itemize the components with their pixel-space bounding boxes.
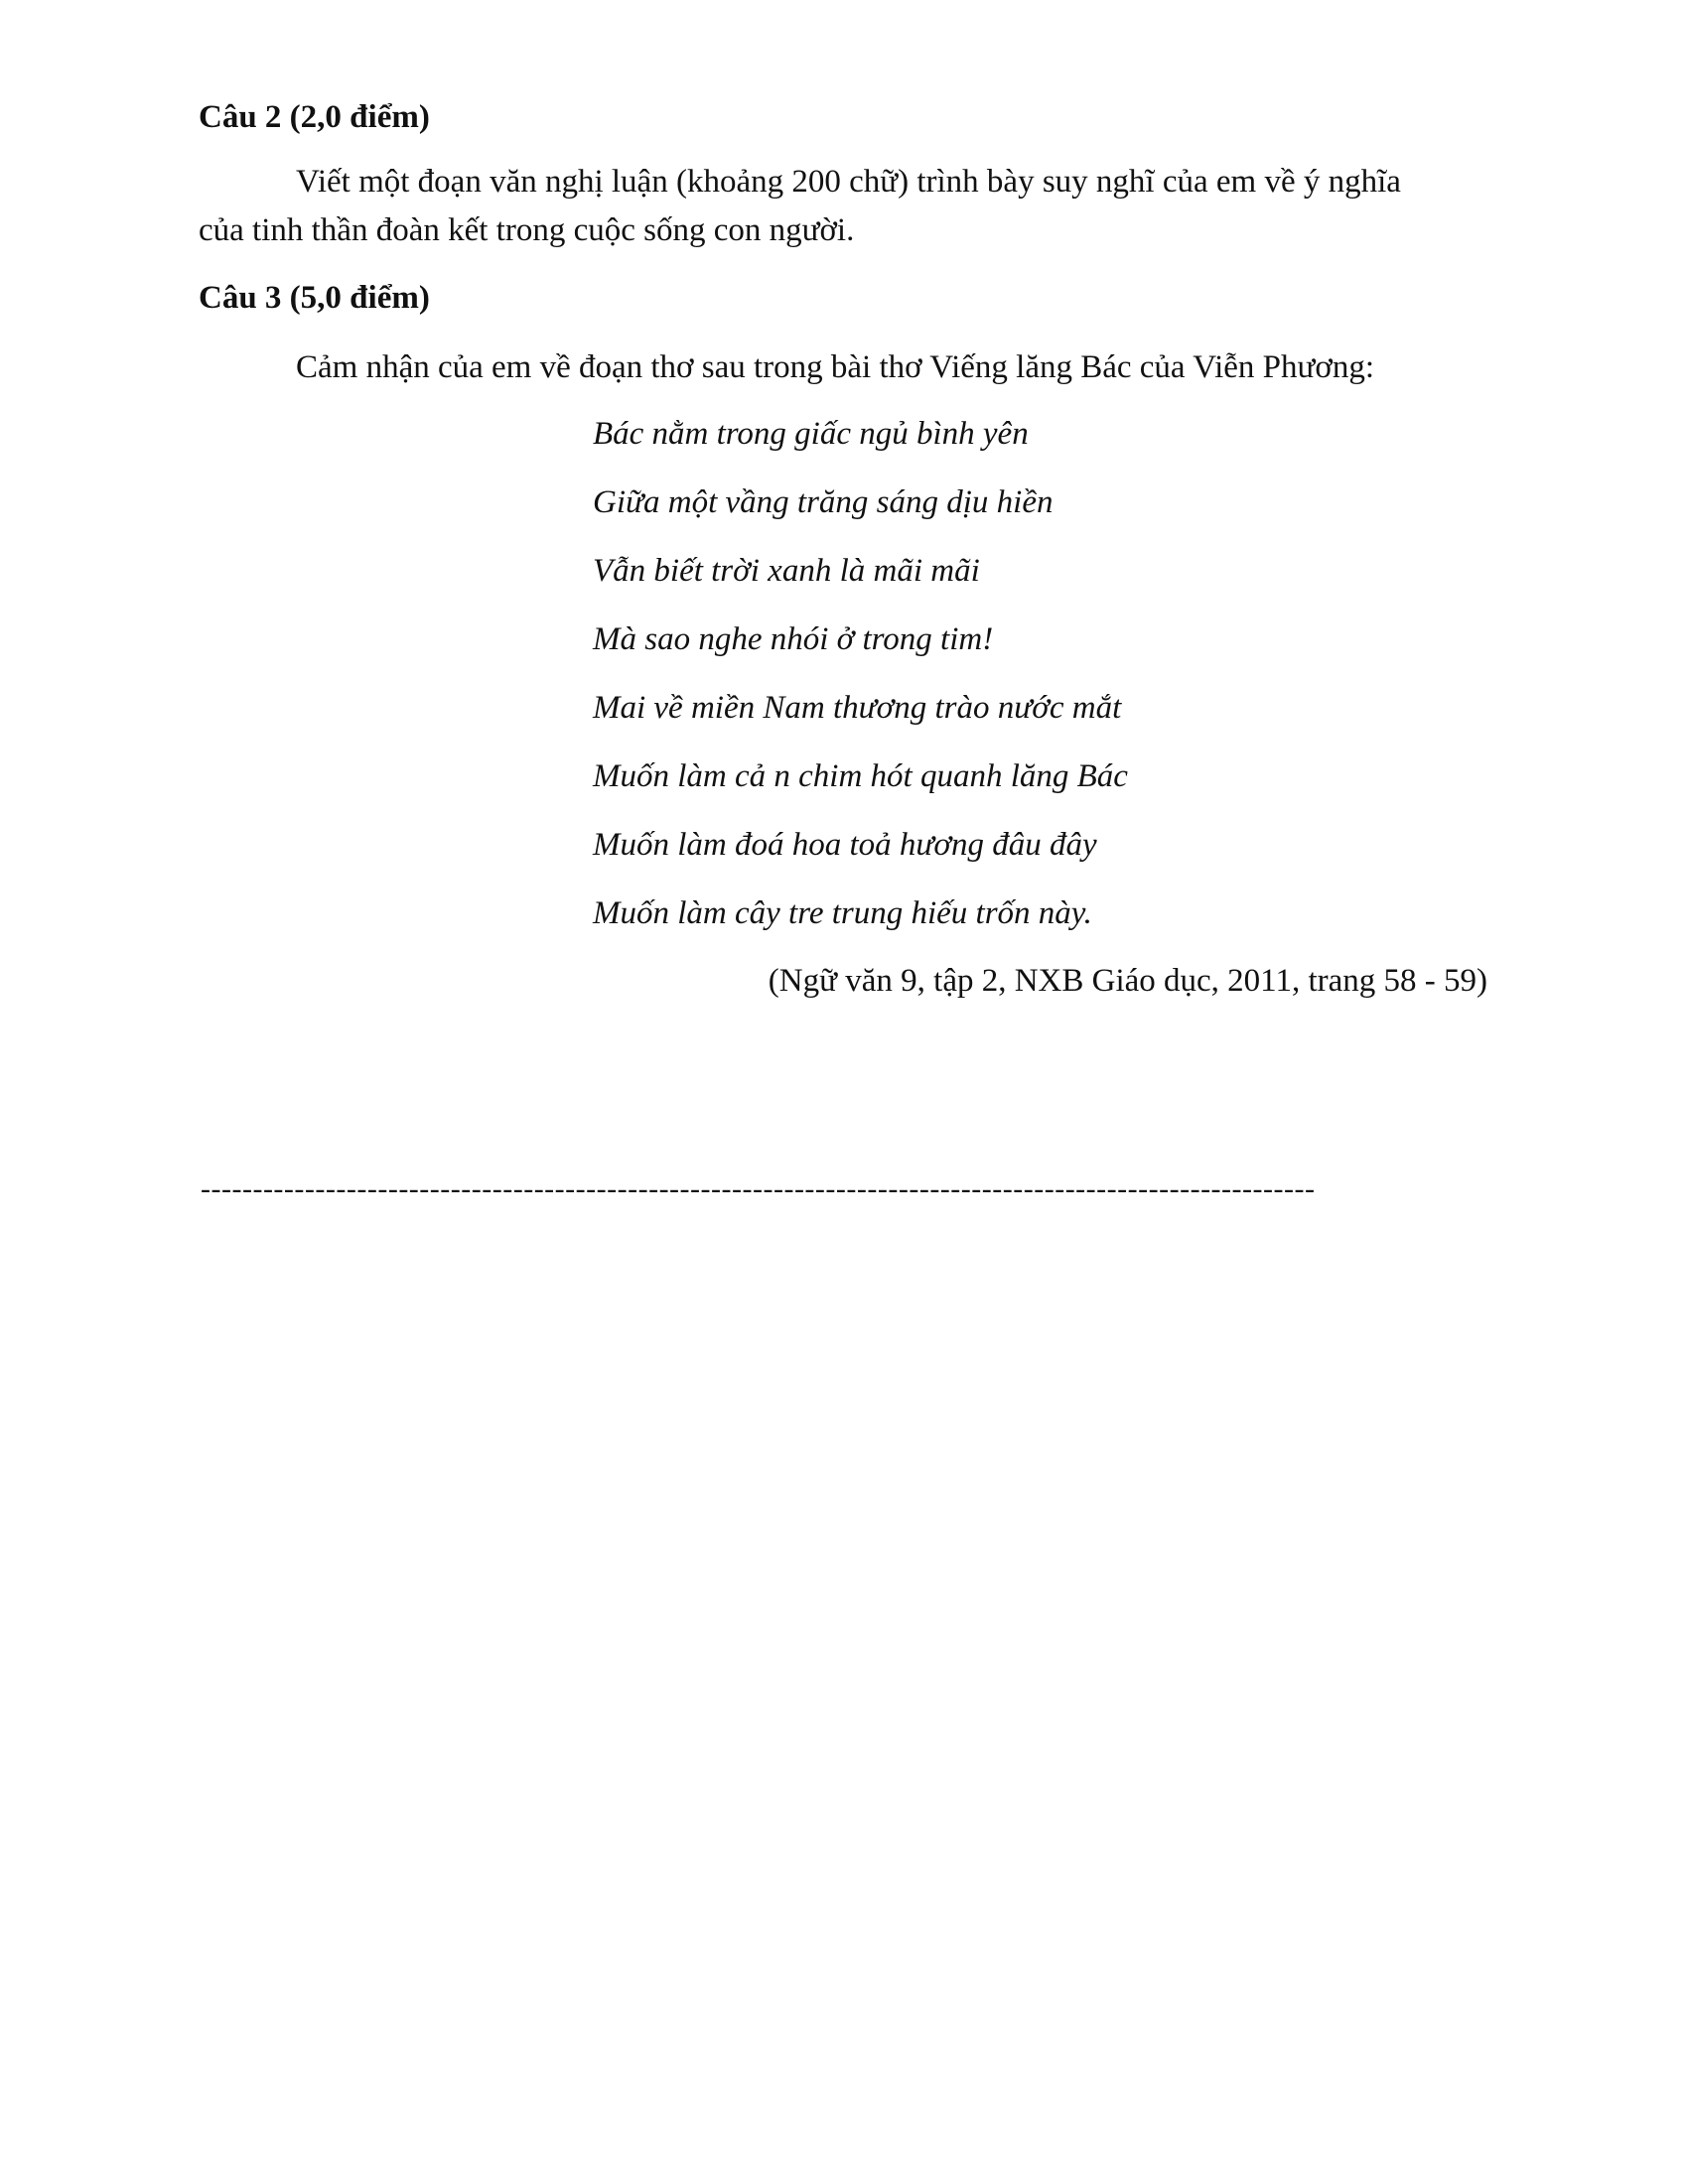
poem-line: Muốn làm đoá hoa toả hương đâu đây bbox=[593, 827, 1097, 863]
question-3-prompt: Cảm nhận của em về đoạn thơ sau trong bài thơ Viếng lăng Bác của Viễn Phương: bbox=[296, 349, 1374, 385]
poem-line: Mà sao nghe nhói ở trong tim! bbox=[593, 621, 994, 657]
poem-line: Giữa một vầng trăng sáng dịu hiền bbox=[593, 484, 1054, 520]
question-2-text-line-1: Viết một đoạn văn nghị luận (khoảng 200 chữ) trình bày suy nghĩ của em về ý nghĩa bbox=[296, 164, 1401, 200]
question-2-heading: Câu 2 (2,0 điểm) bbox=[199, 99, 430, 135]
poem-source-citation: (Ngữ văn 9, tập 2, NXB Giáo dục, 2011, trang 58 - 59) bbox=[768, 963, 1487, 999]
poem-line: Bác nằm trong giấc ngủ bình yên bbox=[593, 416, 1029, 452]
end-divider: ----------------------------------------------------------------------------------------------------------- bbox=[201, 1172, 1316, 1205]
question-3-heading: Câu 3 (5,0 điểm) bbox=[199, 280, 430, 316]
poem-line: Vẫn biết trời xanh là mãi mãi bbox=[593, 553, 980, 589]
question-2-text-line-2: của tinh thần đoàn kết trong cuộc sống con người. bbox=[199, 212, 855, 248]
poem-line: Mai về miền Nam thương trào nước mắt bbox=[593, 690, 1122, 726]
poem-line: Muốn làm cả n chim hót quanh lăng Bác bbox=[593, 758, 1128, 794]
poem-line: Muốn làm cây tre trung hiếu trốn này. bbox=[593, 895, 1092, 931]
